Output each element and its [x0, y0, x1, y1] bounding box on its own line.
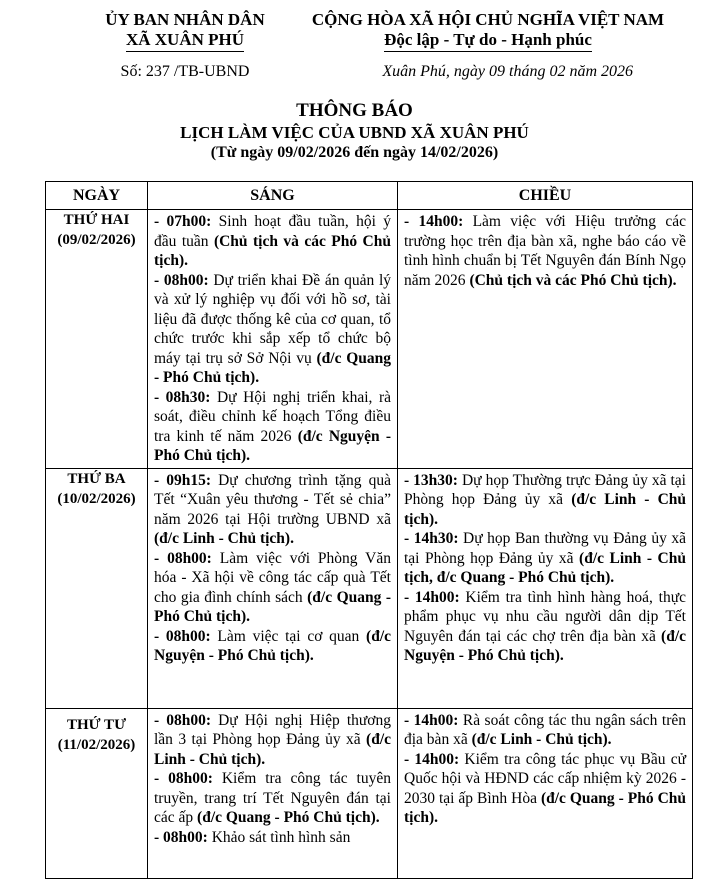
assignee: (đ/c Linh - Chủ tịch). [154, 530, 294, 547]
issuer-block [60, 10, 310, 82]
time-label: - 08h00: [154, 828, 208, 846]
day-date: (11/02/2026) [57, 736, 136, 753]
schedule-item [154, 388, 391, 466]
time-label: - 08h00: [154, 711, 212, 729]
morning-cell [148, 468, 398, 708]
afternoon-cell [398, 468, 693, 708]
time-label: - 14h00: [404, 213, 464, 230]
task-text: Dự họp Ban thường vụ Đảng ủy xã tại Phòng họp Đảng ủy xã [404, 530, 687, 567]
assignee: (đ/c Linh - Chủ tịch). [404, 491, 687, 528]
day-cell [46, 708, 148, 878]
task-text: Dự Hội nghị Hiệp thương lần 3 tại Phòng họp Đảng ủy xã [154, 711, 391, 748]
morning-cell [148, 210, 398, 469]
time-label: - 14h00: [404, 711, 459, 729]
schedule-item [154, 212, 391, 271]
header-morning: SÁNG [148, 182, 398, 210]
header-afternoon: CHIỀU [398, 182, 693, 210]
task-text: Làm việc với Hiệu trưởng các trường học trên địa bàn xã, nghe báo cáo về tình hình chuẩn bị Tết Nguyên đán Bính Ngọ năm 2026 [404, 213, 686, 289]
schedule-item [404, 212, 686, 290]
table-header-row [46, 182, 693, 210]
day-name: THỨ BA [67, 470, 126, 487]
table-row [46, 468, 693, 708]
task-text: Làm việc tại cơ quan [210, 627, 367, 645]
task-text: Dự triển khai Đề án quản lý và xử lý nghiệp vụ đối với hồ sơ, tài liệu đã được thống kê của cơ quan, tổ chức trước khi sắp xếp tổ chức bộ máy tại trụ sở Sở Nội vụ [154, 271, 391, 367]
assignee: (đ/c Nguyện - Phó Chủ tịch). [404, 627, 686, 664]
time-label: - 08h00: [154, 549, 212, 567]
task-text: Kiểm tra công tác phục vụ Bầu cử Quốc hội và HĐND các cấp nhiệm kỳ 2026 - 2030 tại ấp Bình Hòa [404, 750, 686, 807]
time-label: - 08h00: [154, 271, 209, 289]
schedule-item [404, 711, 686, 750]
day-date: (09/02/2026) [57, 232, 136, 248]
task-text: Dự họp Thường trực Đảng ủy xã tại Phòng họp Đảng ủy xã [404, 471, 686, 508]
schedule-table [45, 181, 693, 879]
header-day: NGÀY [46, 182, 148, 210]
document-title [0, 100, 709, 163]
nation-name: CỘNG HÒA XÃ HỘI CHỦ NGHĨA VIỆT NAM [311, 10, 665, 29]
task-text: Sinh hoạt đầu tuần, hội ý đầu tuần [154, 213, 391, 250]
place-date: Xuân Phú, ngày 09 tháng 02 năm 2026 [382, 63, 633, 80]
time-label: - 14h30: [404, 530, 459, 547]
document-number: Số: 237 /TB-UBND [120, 63, 250, 80]
assignee: (đ/c Quang - Phó Chủ tịch). [154, 588, 391, 625]
issuer-line2: XÃ XUÂN PHÚ [126, 30, 244, 52]
schedule-item [404, 529, 686, 588]
morning-cell [148, 708, 398, 878]
schedule-item [154, 549, 391, 627]
assignee: (đ/c Linh - Chủ tịch). [471, 731, 612, 748]
task-text: Kiểm tra công tác tuyên truyền, trang trí Tết Nguyên đán tại các ấp [154, 770, 391, 826]
task-text: Khảo sát tình hình sản [207, 828, 351, 846]
time-label: - 08h00: [154, 770, 213, 787]
assignee: (đ/c Nguyện - Phó Chủ tịch). [154, 427, 391, 464]
assignee: (đ/c Quang - Phó Chủ tịch). [154, 349, 392, 386]
day-cell [46, 210, 148, 469]
day-date: (10/02/2026) [57, 490, 136, 507]
time-label: - 13h30: [404, 471, 458, 489]
task-text: Làm việc với Phòng Văn hóa - Xã hội về công tác cấp quà Tết cho gia đình chính sách [154, 549, 392, 606]
task-text: Rà soát công tác thu ngân sách trên địa bàn xã [404, 711, 686, 748]
day-cell [46, 468, 148, 708]
schedule-item [404, 750, 686, 828]
title-date-range: (Từ ngày 09/02/2026 đến ngày 14/02/2026) [210, 144, 499, 161]
national-header [283, 10, 693, 82]
title-main: THÔNG BÁO [296, 100, 413, 121]
time-label: - 14h00: [404, 750, 460, 768]
title-sub: LỊCH LÀM VIỆC CỦA UBND XÃ XUÂN PHÚ [180, 123, 529, 142]
national-motto: Độc lập - Tự do - Hạnh phúc [384, 30, 592, 52]
schedule-item [404, 471, 686, 530]
schedule-item [154, 769, 391, 828]
assignee: (đ/c Quang - Phó Chủ tịch). [197, 809, 380, 826]
table-row [46, 210, 693, 469]
task-text: Dự Hội nghị triển khai, rà soát, điều chỉnh kế hoạch Tổng điều tra kinh tế năm 2026 [154, 388, 391, 445]
time-label: - 08h30: [154, 388, 211, 406]
task-text: Dự chương trình tặng quà Tết “Xuân yêu thương - Tết sẻ chia” năm 2026 tại Hội trường UBND xã [154, 471, 391, 528]
schedule-item [154, 828, 391, 848]
schedule-item [154, 627, 391, 666]
afternoon-cell [398, 708, 693, 878]
day-name: THỨ HAI [63, 212, 130, 228]
day-name: THỨ TƯ [66, 716, 127, 733]
schedule-item [154, 271, 391, 388]
table-row [46, 708, 693, 878]
assignee: (Chủ tịch và các Phó Chủ tịch). [469, 271, 677, 289]
assignee: (đ/c Nguyện - Phó Chủ tịch). [154, 627, 391, 664]
assignee: (đ/c Linh - Chủ tịch, đ/c Quang - Phó Chủ tịch). [404, 549, 686, 586]
task-text: Kiểm tra tình hình hàng hoá, thực phẩm phục vụ nhu cầu người dân dịp Tết Nguyên đán tại các chợ trên địa bàn xã [404, 588, 686, 645]
assignee: (Chủ tịch và các Phó Chủ tịch). [154, 232, 391, 269]
afternoon-cell [398, 210, 693, 469]
issuer-line1: ỦY BAN NHÂN DÂN [105, 10, 265, 29]
schedule-item [404, 588, 686, 666]
schedule-item [154, 471, 391, 549]
time-label: - 08h00: [154, 627, 211, 645]
time-label: - 09h15: [154, 471, 212, 489]
assignee: (đ/c Linh - Chủ tịch). [154, 731, 391, 768]
assignee: (đ/c Quang - Phó Chủ tịch). [404, 789, 687, 826]
schedule-item [154, 711, 391, 770]
time-label: - 07h00: [154, 213, 212, 230]
time-label: - 14h00: [404, 588, 460, 606]
